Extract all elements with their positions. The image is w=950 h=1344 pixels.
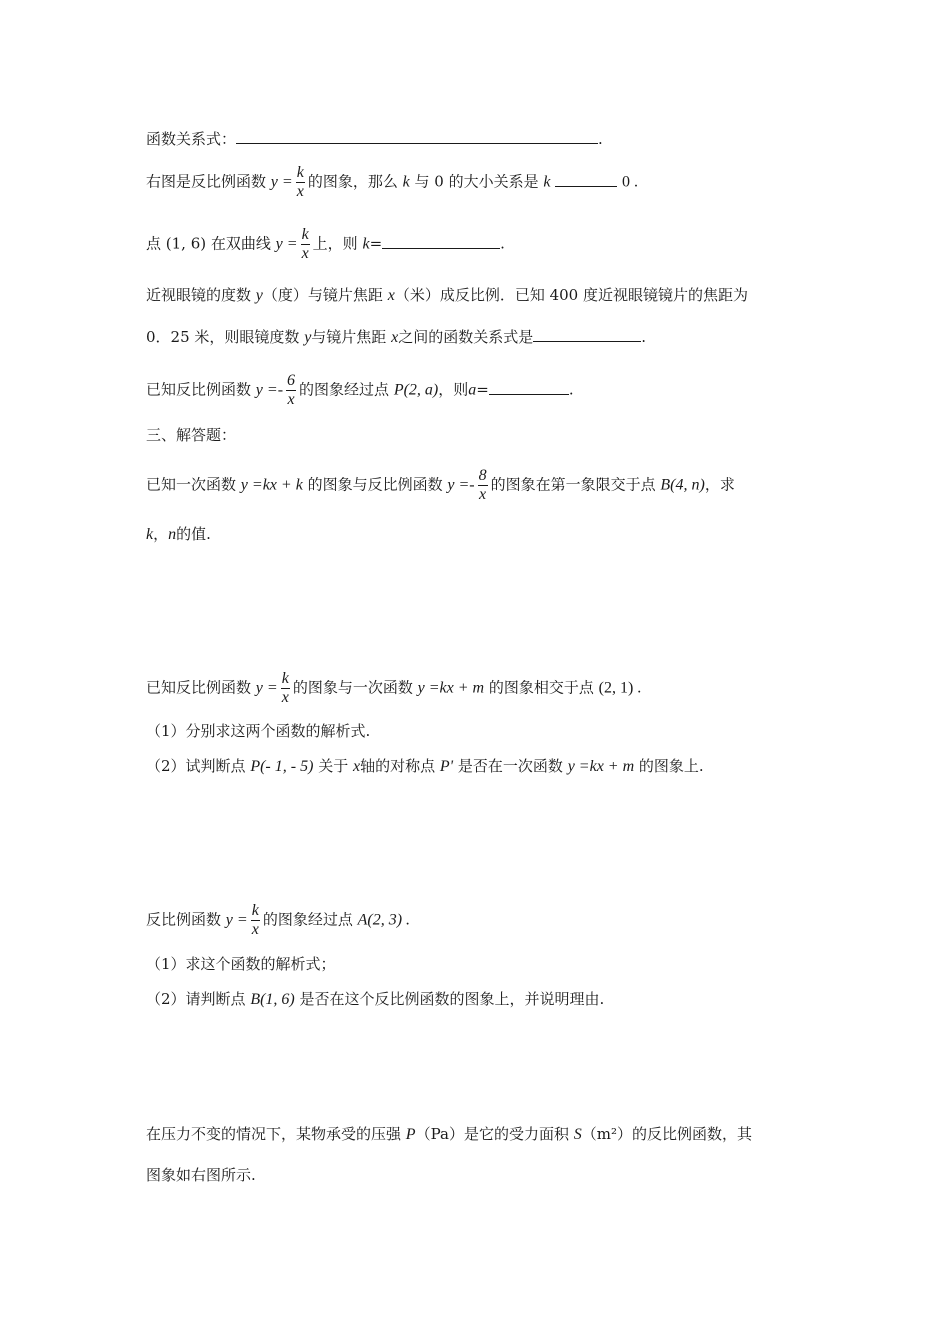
fraction-6-over-x: $\frac{6}{x}$ (287, 372, 296, 408)
answer-blank[interactable] (489, 380, 569, 395)
sub-question-2: （2）请判断点 B(1, 6) 是否在这个反比例函数的图象上，并说明理由. (146, 990, 605, 1008)
section-heading-solutions: 三、解答题： (146, 426, 237, 444)
fill-in-line-relation: 函数关系式： . (146, 130, 603, 148)
question-glasses-line1: 近视眼镜的度数 y（度）与镜片焦距 x（米）成反比例．已知 400 度近视眼镜镜片的焦距为 (146, 286, 748, 304)
answer-blank[interactable] (555, 172, 617, 187)
answer-blank[interactable] (533, 327, 641, 342)
problem-intersection-line1: 已知一次函数 y =kx + k 的图象与反比例函数 y =- $\frac{8}{x}$ 的图象在第一象限交于点 B(4, n)，求 (146, 467, 735, 503)
fraction-k-over-x: $\frac{k}{x}$ (251, 902, 259, 938)
fraction-k-over-x: $\frac{k}{x}$ (296, 164, 304, 200)
sub-question-2: （2）试判断点 P(- 1, - 5) 关于 x轴的对称点 P' 是否在一次函数 y =kx + m 的图象上. (146, 757, 704, 775)
question-glasses-line2: 0．25 米，则眼镜度数 y与镜片焦距 x之间的函数关系式是 . (146, 328, 646, 346)
question-find-k: 点 (1, 6) 在双曲线 y = $\frac{k}{x}$ 上，则 k= . (146, 226, 505, 262)
problem-intersection-line2: k，n的值. (146, 525, 211, 543)
question-find-a: 已知反比例函数 y =- $\frac{6}{x}$ 的图象经过点 P(2, a)，则a= . (146, 372, 574, 408)
question-sign-of-k: 右图是反比例函数 y = $\frac{k}{x}$ 的图象，那么 k 与 0 的大小关系是 k 0 . (146, 164, 639, 200)
problem-pressure-line2: 图象如右图所示. (146, 1166, 256, 1184)
sub-question-1: （1）分别求这两个函数的解析式. (146, 722, 371, 740)
problem-inverse-through-A: 反比例函数 y = $\frac{k}{x}$ 的图象经过点 A(2, 3) . (146, 902, 411, 938)
problem-pressure-line1: 在压力不变的情况下，某物承受的压强 P（Pa）是它的受力面积 S（m²）的反比例函数，其 (146, 1125, 752, 1143)
answer-blank[interactable] (236, 129, 598, 144)
sub-question-1: （1）求这个函数的解析式； (146, 955, 336, 973)
answer-blank[interactable] (382, 234, 500, 249)
fraction-8-over-x: $\frac{8}{x}$ (478, 467, 487, 503)
fraction-k-over-x: $\frac{k}{x}$ (301, 226, 309, 262)
fraction-k-over-x: $\frac{k}{x}$ (281, 670, 289, 706)
problem-two-functions: 已知反比例函数 y = $\frac{k}{x}$ 的图象与一次函数 y =kx + m 的图象相交于点 (2, 1) . (146, 670, 642, 706)
